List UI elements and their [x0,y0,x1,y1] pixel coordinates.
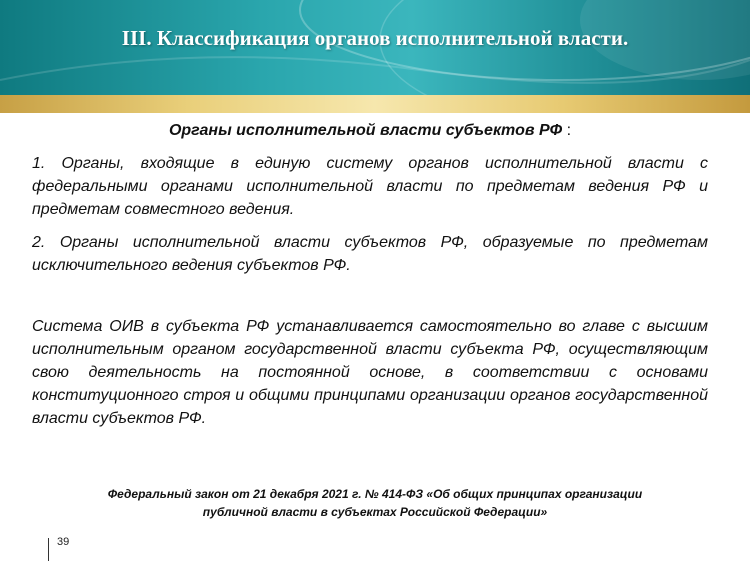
gold-divider-band [0,95,750,113]
paragraph-1: 1. Органы, входящие в единую систему органов исполнительной власти с федеральными органами исполнительной власти по предметам ведения РФ и предметам совместного ведения. [32,155,708,218]
law-reference-line-2: публичной власти в субъектах Российской Федерации» [202,505,548,519]
law-reference [40,485,710,521]
law-reference-line-1: Федеральный закон от 21 декабря 2021 г. № 414-ФЗ «Об общих принципах организации [107,487,643,501]
page-number: 39 [57,536,70,548]
subtitle-text: Органы исполнительной власти субъектов РФ [168,122,563,139]
paragraph-2: 2. Органы исполнительной власти субъектов РФ, образуемые по предметам исключительного ведения субъектов РФ. [32,234,708,274]
paragraph-3: Система ОИВ в субъекта РФ устанавливается самостоятельно во главе с высшим исполнительным органом государственной власти субъекта РФ, осуществляющим свою деятельность на постоянной основе, в соответствии с основами конституционного строя и общими принципами организации органов государственной власти субъектов РФ. [32,318,708,427]
slide-title: III. Классификация органов исполнительной власти. [121,26,629,50]
slide-content [32,122,708,440]
subtitle-colon: : [566,122,572,139]
section-subtitle [32,122,708,140]
slide-header [0,0,750,95]
page-number-divider [48,538,49,561]
